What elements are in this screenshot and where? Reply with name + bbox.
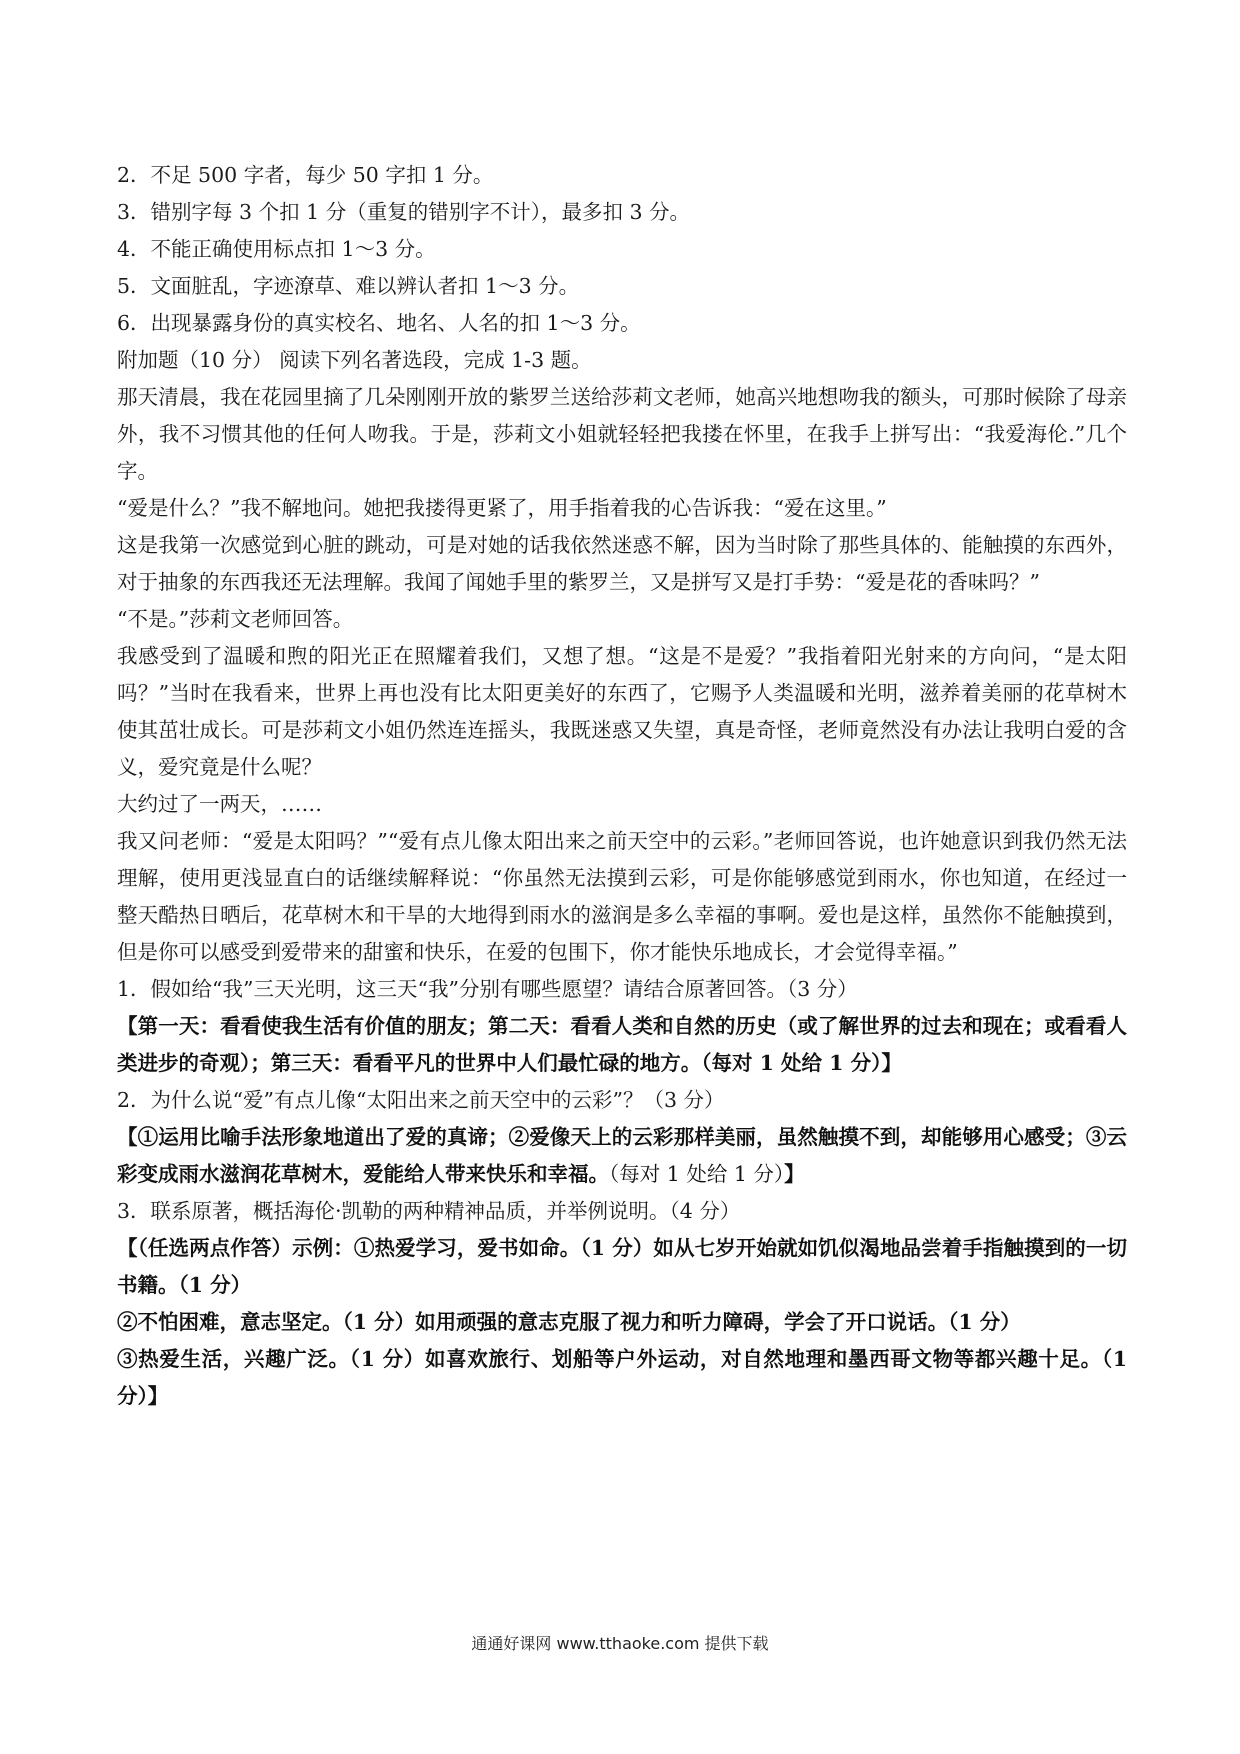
page-footer: 通通好课网 www.tthaoke.com 提供下载: [471, 1634, 769, 1653]
answer-1: 【第一天：看看使我生活有价值的朋友；第二天：看看人类和自然的历史（或了解世界的过去和现在；或看看人类进步的奇观）；第三天：看看平凡的世界中人们最忙碌的地方。（每对 1 处给 1 分）】: [117, 1014, 1127, 1075]
passage-paragraph: 大约过了一两天，……: [117, 792, 322, 816]
answer-2-scoring: （每对 1 处给 1 分）: [609, 1162, 785, 1186]
document-body: [117, 157, 1127, 1415]
passage-paragraph: 这是我第一次感觉到心脏的跳动，可是对她的话我依然迷惑不解，因为当时除了那些具体的、能触摸的东西外，对于抽象的东西我还无法理解。我闻了闻她手里的紫罗兰，又是拼写又是打手势：“爱是花的香味吗？”: [117, 533, 1127, 594]
passage-paragraph: 我感受到了温暖和煦的阳光正在照耀着我们，又想了想。“这是不是爱？”我指着阳光射来的方向问，“是太阳吗？”当时在我看来，世界上再也没有比太阳更美好的东西了，它赐予人类温暖和光明，滋养着美丽的花草树木使其茁壮成长。可是莎莉文小姐仍然连连摇头，我既迷惑又失望，真是奇怪，老师竟然没有办法让我明白爱的含义，爱究竟是什么呢？: [117, 644, 1127, 779]
answer-3-part: 【（任选两点作答）示例：①热爱学习，爱书如命。（1 分）如从七岁开始就如饥似渴地品尝着手指触摸到的一切书籍。（1 分）: [117, 1236, 1127, 1297]
question-3: 3．联系原著，概括海伦·凯勒的两种精神品质，并举例说明。（4 分）: [117, 1199, 741, 1223]
answer-2-end: 】: [784, 1162, 805, 1186]
rule-3: 3．错别字每 3 个扣 1 分（重复的错别字不计），最多扣 3 分。: [117, 200, 691, 224]
passage-paragraph: 那天清晨，我在花园里摘了几朵刚刚开放的紫罗兰送给莎莉文老师，她高兴地想吻我的额头，可那时候除了母亲外，我不习惯其他的任何人吻我。于是，莎莉文小姐就轻轻把我搂在怀里，在我手上拼写出：“我爱海伦.”几个字。: [117, 385, 1127, 483]
answer-2: [117, 1119, 1127, 1193]
passage-paragraph: 我又问老师：“爱是太阳吗？”“爱有点儿像太阳出来之前天空中的云彩。”老师回答说，也许她意识到我仍然无法理解，使用更浅显直白的话继续解释说：“你虽然无法摸到云彩，可是你能够感觉到雨水，你也知道，在经过一整天酷热日晒后，花草树木和干旱的大地得到雨水的滋润是多么幸福的事啊。爱也是这样，虽然你不能触摸到，但是你可以感受到爱带来的甜蜜和快乐，在爱的包围下，你才能快乐地成长，才会觉得幸福。”: [117, 829, 1127, 964]
rule-2: 2．不足 500 字者，每少 50 字扣 1 分。: [117, 163, 494, 187]
extra-question-title: 附加题（10 分） 阅读下列名著选段，完成 1-3 题。: [117, 348, 592, 372]
rule-4: 4．不能正确使用标点扣 1～3 分。: [117, 237, 436, 261]
rule-6: 6．出现暴露身份的真实校名、地名、人名的扣 1～3 分。: [117, 311, 641, 335]
passage-paragraph: “不是。”莎莉文老师回答。: [117, 607, 354, 631]
rule-5: 5．文面脏乱，字迹潦草、难以辨认者扣 1～3 分。: [117, 274, 580, 298]
answer-3-part: ③热爱生活，兴趣广泛。（1 分）如喜欢旅行、划船等户外运动，对自然地理和墨西哥文物等都兴趣十足。（1 分）】: [117, 1347, 1127, 1408]
passage-paragraph: “爱是什么？”我不解地问。她把我搂得更紧了，用手指着我的心告诉我：“爱在这里。”: [117, 496, 887, 520]
question-2: 2．为什么说“爱”有点儿像“太阳出来之前天空中的云彩”？（3 分）: [117, 1088, 725, 1112]
answer-2-main: 【①运用比喻手法形象地道出了爱的真谛；②爱像天上的云彩那样美丽，虽然触摸不到，却能够用心感受；③云彩变成雨水滋润花草树木，爱能给人带来快乐和幸福。: [117, 1125, 1127, 1186]
question-1: 1．假如给“我”三天光明，这三天“我”分别有哪些愿望？请结合原著回答。（3 分）: [117, 977, 858, 1001]
answer-3-part: ②不怕困难，意志坚定。（1 分）如用顽强的意志克服了视力和听力障碍，学会了开口说话。（1 分）: [117, 1310, 1021, 1334]
